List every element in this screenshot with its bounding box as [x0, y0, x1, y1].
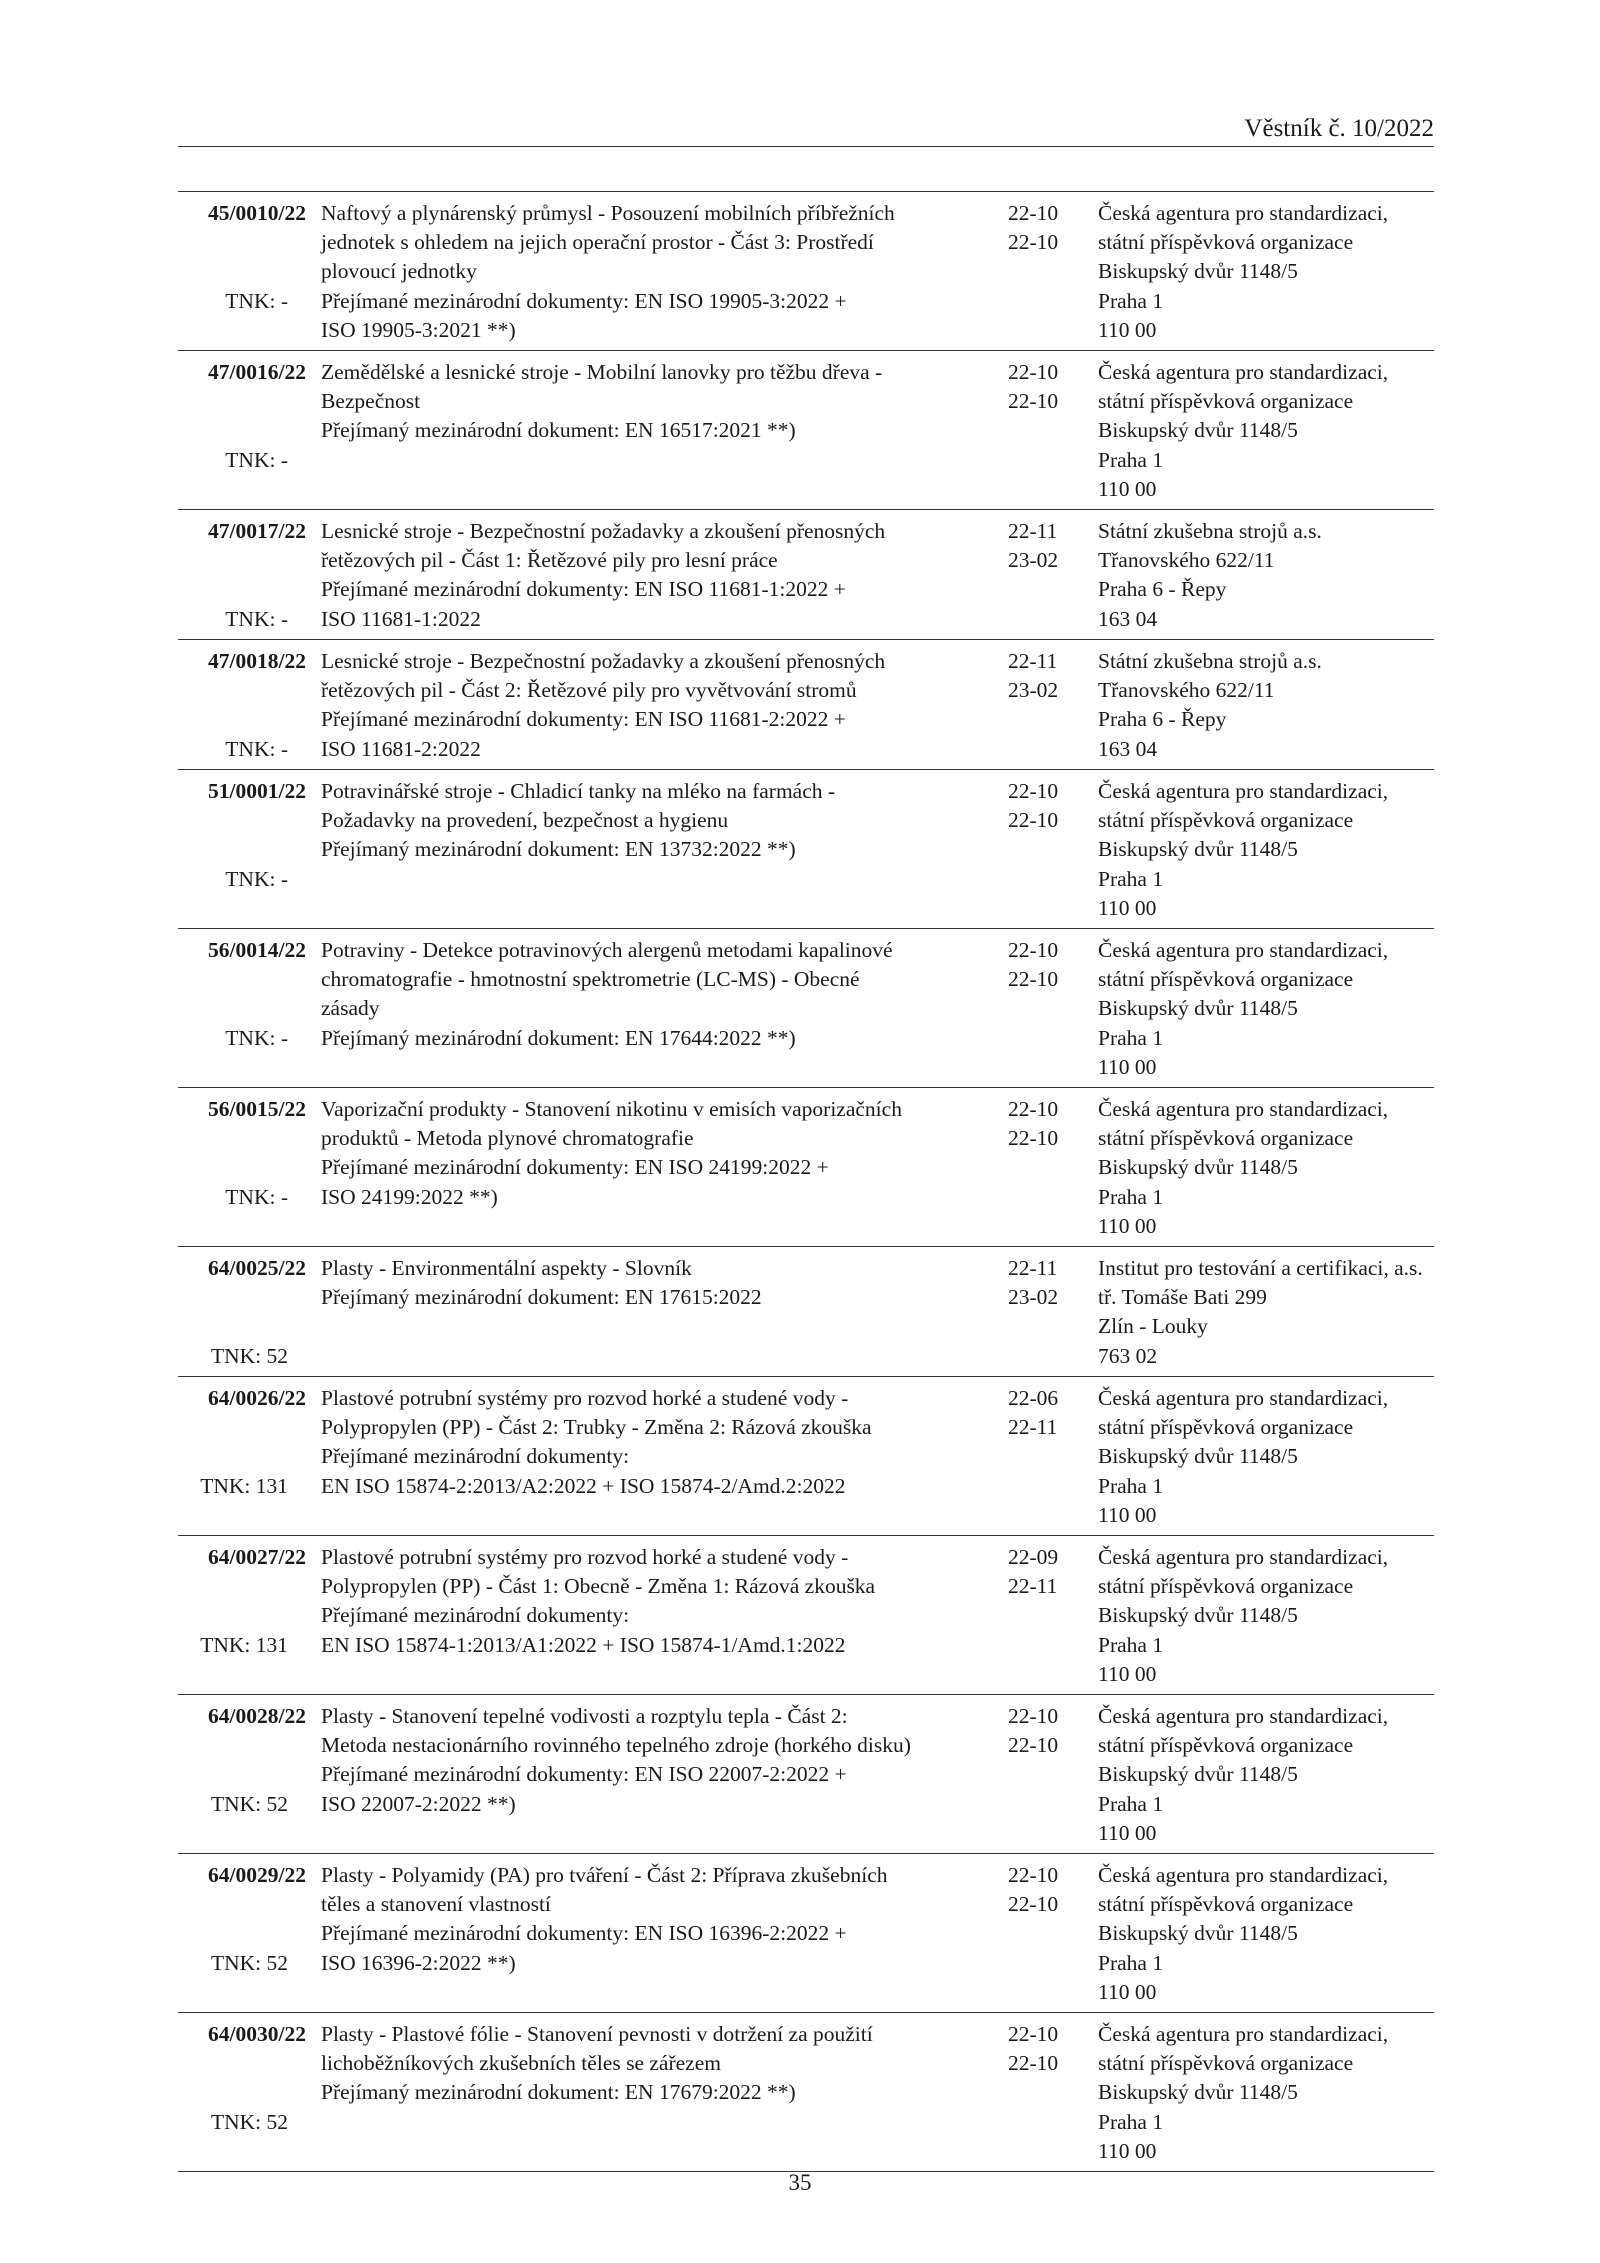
entry-organization-line: 110 00	[1098, 1661, 1157, 1686]
entry-tnk: TNK: 131	[200, 1473, 288, 1498]
entry-title-line: Přejímaný mezinárodní dokument: EN 17615:2022	[321, 1285, 762, 1310]
entry-title	[321, 1702, 981, 1819]
entry-organization-line: Praha 1	[1098, 1632, 1164, 1657]
entry-organization-line: 110 00	[1098, 1979, 1157, 2004]
entry-title-line: Plasty - Environmentální aspekty - Slovník	[321, 1256, 692, 1280]
standard-entry	[178, 510, 1434, 640]
entry-organization-line: Česká agentura pro standardizaci,	[1098, 1704, 1389, 1728]
entry-organization-line: Praha 1	[1098, 866, 1164, 891]
entry-code: 64/0027/22	[208, 1545, 306, 1569]
entry-dates	[1008, 1095, 1078, 1153]
standard-entry	[178, 192, 1434, 351]
entry-tnk: TNK: -	[225, 606, 288, 631]
entry-organization-line: státní příspěvková organizace	[1098, 967, 1354, 992]
entry-title-line: ISO 19905-3:2021 **)	[321, 317, 516, 342]
entry-title-line: Přejímané mezinárodní dokumenty: EN ISO 11681-1:2022 +	[321, 577, 846, 602]
entry-organization-line: státní příspěvková organizace	[1098, 230, 1354, 255]
entry-title-line: ISO 24199:2022 **)	[321, 1184, 498, 1209]
entry-organization-line: Státní zkušebna strojů a.s.	[1098, 519, 1322, 543]
entry-title	[321, 2020, 981, 2108]
entry-organization-line: 763 02	[1098, 1343, 1158, 1368]
entry-organization-line: Biskupský dvůr 1148/5	[1098, 1762, 1298, 1787]
entry-dates-line: 22-11	[1008, 649, 1058, 673]
entry-code: 64/0030/22	[208, 2022, 306, 2046]
entry-dates-line: 22-10	[1008, 1126, 1059, 1151]
entry-title	[321, 517, 981, 634]
entry-organization-line: Institut pro testování a certifikaci, a.s.	[1098, 1256, 1423, 1280]
entry-organization-line: státní příspěvková organizace	[1098, 1574, 1354, 1599]
entry-title-line: jednotek s ohledem na jejich operační prostor - Část 3: Prostředí	[321, 230, 874, 255]
standard-entry	[178, 1536, 1434, 1695]
entry-title-line: řetězových pil - Část 1: Řetězové pily pro lesní práce	[321, 548, 778, 573]
entry-title-line: Polypropylen (PP) - Část 1: Obecně - Změna 1: Rázová zkouška	[321, 1574, 876, 1599]
entry-organization-line: tř. Tomáše Bati 299	[1098, 1285, 1267, 1310]
entry-dates	[1008, 777, 1078, 835]
entry-code: 51/0001/22	[208, 779, 306, 803]
entry-dates	[1008, 199, 1078, 257]
entry-code: 64/0029/22	[208, 1863, 306, 1887]
entry-dates-line: 22-11	[1008, 1256, 1058, 1280]
entry-organization-line: Česká agentura pro standardizaci,	[1098, 779, 1389, 803]
entry-code: 47/0016/22	[208, 360, 306, 384]
entry-title-line: Přejímaný mezinárodní dokument: EN 13732:2022 **)	[321, 837, 796, 862]
entry-title-line: Přejímané mezinárodní dokumenty: EN ISO 11681-2:2022 +	[321, 707, 846, 732]
entry-dates-line: 22-10	[1008, 1704, 1059, 1728]
entry-organization-line: 110 00	[1098, 1820, 1157, 1845]
entry-dates	[1008, 1384, 1078, 1442]
entry-organization-line: státní příspěvková organizace	[1098, 1892, 1354, 1917]
entry-dates-line: 22-09	[1008, 1545, 1059, 1569]
entry-title-line: Plastové potrubní systémy pro rozvod horké a studené vody -	[321, 1545, 849, 1569]
entry-organization-line: Třanovského 622/11	[1098, 678, 1275, 703]
entry-title-line: Plastové potrubní systémy pro rozvod horké a studené vody -	[321, 1386, 849, 1410]
entry-organization-line: státní příspěvková organizace	[1098, 389, 1354, 414]
entry-organization-line: 110 00	[1098, 895, 1157, 920]
entry-title-line: ISO 11681-2:2022	[321, 736, 481, 761]
standard-entry	[178, 770, 1434, 929]
standard-entry	[178, 640, 1434, 770]
entry-organization-line: Česká agentura pro standardizaci,	[1098, 938, 1389, 962]
entry-title-line: Přejímané mezinárodní dokumenty:	[321, 1444, 630, 1469]
standards-list	[178, 191, 1434, 2172]
entry-title-line: řetězových pil - Část 2: Řetězové pily pro vyvětvování stromů	[321, 678, 857, 703]
entry-organization	[1098, 1702, 1438, 1848]
entry-title-line: Přejímaný mezinárodní dokument: EN 17644:2022 **)	[321, 1025, 796, 1050]
entry-title-line: zásady	[321, 996, 380, 1021]
entry-organization-line: státní příspěvková organizace	[1098, 1733, 1354, 1758]
entry-organization	[1098, 1254, 1438, 1371]
entry-dates-line: 22-10	[1008, 201, 1059, 225]
entry-title	[321, 1254, 981, 1312]
entry-title	[321, 1543, 981, 1660]
entry-tnk: TNK: 131	[200, 1632, 288, 1657]
entry-dates	[1008, 647, 1078, 705]
entry-organization-line: Biskupský dvůr 1148/5	[1098, 837, 1298, 862]
entry-organization-line: Praha 1	[1098, 2109, 1164, 2134]
entry-dates-line: 22-10	[1008, 779, 1059, 803]
entry-title	[321, 777, 981, 865]
entry-title-line: Požadavky na provedení, bezpečnost a hygienu	[321, 808, 729, 833]
entry-organization-line: státní příspěvková organizace	[1098, 808, 1354, 833]
entry-organization-line: Praha 6 - Řepy	[1098, 577, 1227, 602]
entry-title	[321, 1384, 981, 1501]
entry-title-line: Metoda nestacionárního rovinného tepelného zdroje (horkého disku)	[321, 1733, 911, 1758]
entry-title-line: Zemědělské a lesnické stroje - Mobilní lanovky pro těžbu dřeva -	[321, 360, 883, 384]
entry-organization	[1098, 2020, 1438, 2166]
entry-title-line: Přejímané mezinárodní dokumenty: EN ISO 16396-2:2022 +	[321, 1921, 847, 1946]
entry-organization-line: 110 00	[1098, 1213, 1157, 1238]
entry-title	[321, 199, 981, 345]
entry-title-line: těles a stanovení vlastností	[321, 1892, 551, 1917]
entry-title-line: Lesnické stroje - Bezpečnostní požadavky a zkoušení přenosných	[321, 649, 886, 673]
entry-title-line: EN ISO 15874-1:2013/A1:2022 + ISO 15874-1/Amd.1:2022	[321, 1632, 846, 1657]
entry-organization-line: Biskupský dvůr 1148/5	[1098, 1603, 1298, 1628]
entry-tnk: TNK: -	[225, 866, 288, 891]
entry-organization-line: Biskupský dvůr 1148/5	[1098, 418, 1298, 443]
entry-title-line: ISO 11681-1:2022	[321, 606, 481, 631]
entry-tnk: TNK: 52	[210, 1950, 288, 1975]
entry-title-line: Přejímaný mezinárodní dokument: EN 16517:2021 **)	[321, 418, 796, 443]
entry-organization	[1098, 647, 1438, 764]
entry-organization	[1098, 199, 1438, 345]
entry-organization	[1098, 1384, 1438, 1530]
entry-dates	[1008, 1861, 1078, 1919]
entry-dates	[1008, 1543, 1078, 1601]
entry-organization-line: 110 00	[1098, 1054, 1157, 1079]
entry-organization-line: Třanovského 622/11	[1098, 548, 1275, 573]
entry-dates-line: 22-10	[1008, 938, 1059, 962]
entry-organization-line: 163 04	[1098, 736, 1158, 761]
entry-title-line: Potravinářské stroje - Chladicí tanky na mléko na farmách -	[321, 779, 836, 803]
entry-organization	[1098, 358, 1438, 504]
entry-organization-line: Praha 1	[1098, 1184, 1164, 1209]
entry-organization-line: 110 00	[1098, 476, 1157, 501]
entry-dates	[1008, 1702, 1078, 1760]
entry-title-line: ISO 16396-2:2022 **)	[321, 1950, 516, 1975]
entry-dates-line: 22-10	[1008, 2022, 1059, 2046]
entry-organization-line: Praha 1	[1098, 1950, 1164, 1975]
entry-tnk: TNK: -	[225, 736, 288, 761]
standard-entry	[178, 351, 1434, 510]
entry-dates-line: 22-11	[1008, 519, 1058, 543]
entry-organization-line: 163 04	[1098, 606, 1158, 631]
entry-tnk: TNK: 52	[210, 1791, 288, 1816]
entry-dates-line: 22-10	[1008, 1892, 1059, 1917]
entry-organization-line: Česká agentura pro standardizaci,	[1098, 1545, 1389, 1569]
entry-dates-line: 22-10	[1008, 1733, 1059, 1758]
entry-dates-line: 22-10	[1008, 967, 1059, 992]
entry-tnk: TNK: 52	[210, 2109, 288, 2134]
entry-title-line: EN ISO 15874-2:2013/A2:2022 + ISO 15874-2/Amd.2:2022	[321, 1473, 846, 1498]
entry-organization	[1098, 1543, 1438, 1689]
entry-title-line: Plasty - Stanovení tepelné vodivosti a rozptylu tepla - Část 2:	[321, 1704, 848, 1728]
entry-dates-line: 22-10	[1008, 1863, 1059, 1887]
entry-title-line: Plasty - Polyamidy (PA) pro tváření - Část 2: Příprava zkušebních	[321, 1863, 888, 1887]
entry-title-line: Bezpečnost	[321, 389, 421, 414]
entry-dates-line: 23-02	[1008, 678, 1059, 703]
entry-organization-line: Praha 1	[1098, 1025, 1164, 1050]
entry-organization-line: státní příspěvková organizace	[1098, 2051, 1354, 2076]
entry-organization-line: 110 00	[1098, 317, 1157, 342]
entry-organization-line: Biskupský dvůr 1148/5	[1098, 1444, 1298, 1469]
entry-organization-line: Česká agentura pro standardizaci,	[1098, 2022, 1389, 2046]
entry-organization-line: 110 00	[1098, 2138, 1157, 2163]
entry-code: 45/0010/22	[208, 201, 306, 225]
entry-code: 64/0026/22	[208, 1386, 306, 1410]
entry-title-line: Vaporizační produkty - Stanovení nikotinu v emisích vaporizačních	[321, 1097, 902, 1121]
entry-organization-line: státní příspěvková organizace	[1098, 1126, 1354, 1151]
entry-title-line: Přejímané mezinárodní dokumenty: EN ISO 19905-3:2022 +	[321, 288, 847, 313]
entry-dates	[1008, 936, 1078, 994]
entry-code: 47/0017/22	[208, 519, 306, 543]
standard-entry	[178, 929, 1434, 1088]
entry-organization-line: Biskupský dvůr 1148/5	[1098, 996, 1298, 1021]
entry-organization-line: Praha 6 - Řepy	[1098, 707, 1227, 732]
entry-organization-line: Praha 1	[1098, 288, 1164, 313]
entry-dates-line: 22-10	[1008, 2051, 1059, 2076]
entry-tnk: TNK: -	[225, 288, 288, 313]
entry-dates	[1008, 2020, 1078, 2078]
entry-organization-line: Biskupský dvůr 1148/5	[1098, 2080, 1298, 2105]
standard-entry	[178, 1377, 1434, 1536]
entry-code: 56/0015/22	[208, 1097, 306, 1121]
standard-entry	[178, 1854, 1434, 2013]
entry-title-line: Přejímaný mezinárodní dokument: EN 17679:2022 **)	[321, 2080, 796, 2105]
entry-dates	[1008, 358, 1078, 416]
entry-organization-line: Státní zkušebna strojů a.s.	[1098, 649, 1322, 673]
entry-dates-line: 22-11	[1008, 1415, 1058, 1440]
entry-code: 56/0014/22	[208, 938, 306, 962]
entry-organization	[1098, 936, 1438, 1082]
entry-organization-line: Biskupský dvůr 1148/5	[1098, 1155, 1298, 1180]
entry-organization-line: Biskupský dvůr 1148/5	[1098, 1921, 1298, 1946]
entry-dates-line: 22-11	[1008, 1574, 1058, 1599]
standard-entry	[178, 1695, 1434, 1854]
entry-title-line: ISO 22007-2:2022 **)	[321, 1791, 516, 1816]
standard-entry	[178, 2013, 1434, 2172]
entry-title-line: Potraviny - Detekce potravinových alergenů metodami kapalinové	[321, 938, 893, 962]
entry-dates-line: 22-10	[1008, 808, 1059, 833]
entry-organization	[1098, 517, 1438, 634]
entry-organization	[1098, 1861, 1438, 2007]
entry-title-line: lichoběžníkových zkušebních těles se zářezem	[321, 2051, 721, 2076]
entry-organization-line: Česká agentura pro standardizaci,	[1098, 1386, 1389, 1410]
entry-organization-line: Česká agentura pro standardizaci,	[1098, 201, 1389, 225]
entry-organization-line: Zlín - Louky	[1098, 1314, 1208, 1339]
entry-organization-line: Praha 1	[1098, 447, 1164, 472]
entry-title	[321, 1095, 981, 1212]
header-divider	[178, 146, 1434, 147]
entry-organization-line: Praha 1	[1098, 1473, 1164, 1498]
entry-code: 47/0018/22	[208, 649, 306, 673]
entry-title-line: Naftový a plynárenský průmysl - Posouzení mobilních příbřežních	[321, 201, 895, 225]
entry-organization-line: Česká agentura pro standardizaci,	[1098, 360, 1389, 384]
entry-dates-line: 22-10	[1008, 230, 1059, 255]
standard-entry	[178, 1247, 1434, 1377]
entry-organization-line: Praha 1	[1098, 1791, 1164, 1816]
entry-organization	[1098, 1095, 1438, 1241]
entry-dates	[1008, 517, 1078, 575]
page-header-title: Věstník č. 10/2022	[1244, 115, 1434, 142]
entry-organization-line: státní příspěvková organizace	[1098, 1415, 1354, 1440]
entry-title-line: chromatografie - hmotnostní spektrometrie (LC-MS) - Obecné	[321, 967, 860, 992]
entry-tnk: TNK: 52	[210, 1343, 288, 1368]
entry-title-line: Přejímané mezinárodní dokumenty: EN ISO 22007-2:2022 +	[321, 1762, 847, 1787]
entry-title-line: produktů - Metoda plynové chromatografie	[321, 1126, 694, 1151]
entry-title-line: Polypropylen (PP) - Část 2: Trubky - Změna 2: Rázová zkouška	[321, 1415, 872, 1440]
entry-dates	[1008, 1254, 1078, 1312]
entry-organization-line: Česká agentura pro standardizaci,	[1098, 1097, 1389, 1121]
entry-title-line: Lesnické stroje - Bezpečnostní požadavky a zkoušení přenosných	[321, 519, 886, 543]
entry-title-line: Přejímané mezinárodní dokumenty:	[321, 1603, 630, 1628]
entry-organization-line: Česká agentura pro standardizaci,	[1098, 1863, 1389, 1887]
entry-organization	[1098, 777, 1438, 923]
entry-title-line: plovoucí jednotky	[321, 259, 477, 284]
entry-dates-line: 22-10	[1008, 389, 1059, 414]
entry-tnk: TNK: -	[225, 1184, 288, 1209]
entry-dates-line: 22-06	[1008, 1386, 1059, 1410]
page-number: 35	[788, 2170, 812, 2195]
entry-organization-line: Biskupský dvůr 1148/5	[1098, 259, 1298, 284]
entry-code: 64/0028/22	[208, 1704, 306, 1728]
entry-tnk: TNK: -	[225, 1025, 288, 1050]
standard-entry	[178, 1088, 1434, 1247]
entry-organization-line: 110 00	[1098, 1502, 1157, 1527]
entry-title	[321, 1861, 981, 1978]
entry-tnk: TNK: -	[225, 447, 288, 472]
entry-dates-line: 23-02	[1008, 1285, 1059, 1310]
entry-title-line: Plasty - Plastové fólie - Stanovení pevnosti v dotržení za použití	[321, 2022, 873, 2046]
entry-dates-line: 22-10	[1008, 1097, 1059, 1121]
entry-title	[321, 647, 981, 764]
entry-title	[321, 936, 981, 1053]
entry-dates-line: 22-10	[1008, 360, 1059, 384]
entry-title-line: Přejímané mezinárodní dokumenty: EN ISO 24199:2022 +	[321, 1155, 829, 1180]
entry-dates-line: 23-02	[1008, 548, 1059, 573]
entry-title	[321, 358, 981, 446]
entry-code: 64/0025/22	[208, 1256, 306, 1280]
